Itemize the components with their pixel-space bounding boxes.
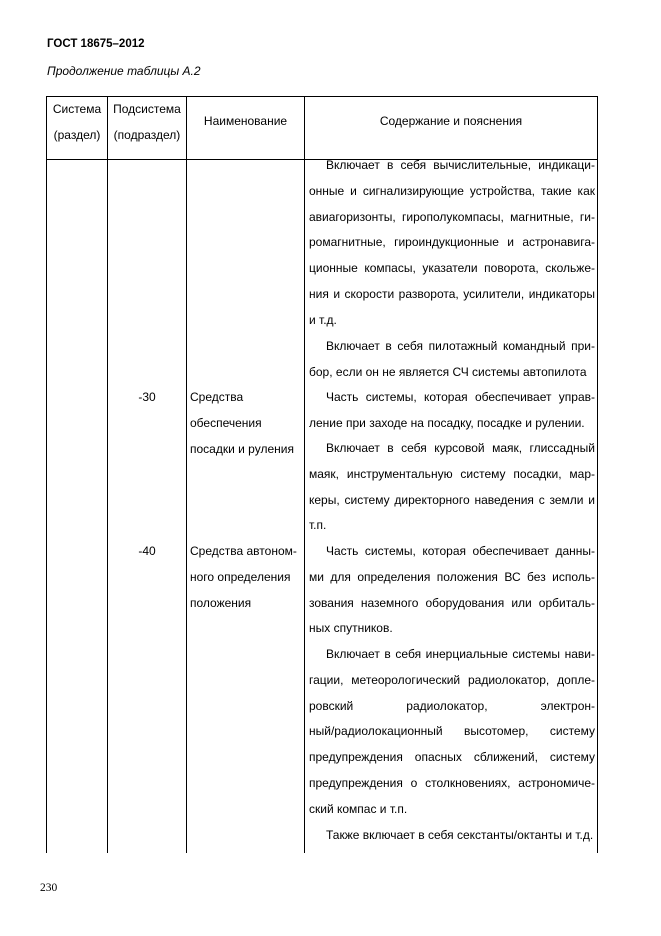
description-paragraph: Также включает в себя секстанты/октанты и т.д.: [326, 828, 594, 842]
description-paragraph: Включает в себя курсовой маяк, глиссадный маяк, инструментальную систему посадки, мар- керы, систему директорного наведения с земли и т.п.: [309, 441, 595, 533]
subsystem-name: Средства автоном- ного определения положения: [190, 544, 297, 610]
table-continuation-caption: Продолжение таблицы А.2: [47, 64, 201, 78]
description-paragraph: Включает в себя инерциальные системы нави- гации, метеорологический радиолокатор, допле- ровский радиолокатор, электрон- ный/радиолокационный высотомер, систему предупреждения опасных сближений, систему предупреждения о столкновениях, астрономиче- ский компас и т.п.: [309, 647, 595, 816]
header-description: Содержание и пояснения: [379, 114, 523, 128]
table-divider-2: [186, 96, 187, 853]
table-divider-3: [304, 96, 305, 853]
page-number: 230: [40, 882, 58, 894]
document-code: ГОСТ 18675–2012: [47, 38, 145, 50]
subsystem-name: Средства обеспечения посадки и руления: [190, 390, 294, 456]
header-system: Система (раздел): [52, 102, 102, 142]
description-paragraph: Включает в себя пилотажный командный при- бор, если он не является СЧ системы автопилота: [309, 339, 595, 379]
table-divider-1: [107, 96, 108, 853]
subsystem-code: -30: [138, 390, 156, 404]
header-subsystem: Подсистема (подраздел): [113, 102, 181, 142]
table-border-right: [597, 96, 598, 853]
classification-table: [46, 96, 598, 853]
description-paragraph: Часть системы, которая обеспечивает данны- ми для определения положения ВС без исполь- зования наземного оборудования или орбиталь- ных спутников.: [309, 544, 595, 636]
description-paragraph: Часть системы, которая обеспечивает управ- ление при заходе на посадку, посадке и рулении.: [309, 390, 595, 430]
description-paragraph: Включает в себя вычислительные, индикаци- онные и сигнализирующие устройства, такие как авиагоризонты, гирополукомпасы, магнитные, ги- ромагнитные, гироиндукционные и астронавига- ционные компасы, указатели поворота, скольже- ния и скорости разворота, усилители, индикаторы и т.д.: [309, 158, 595, 327]
table-border-left: [46, 96, 47, 853]
header-name: Наименование: [203, 114, 288, 128]
subsystem-code: -40: [138, 544, 156, 558]
